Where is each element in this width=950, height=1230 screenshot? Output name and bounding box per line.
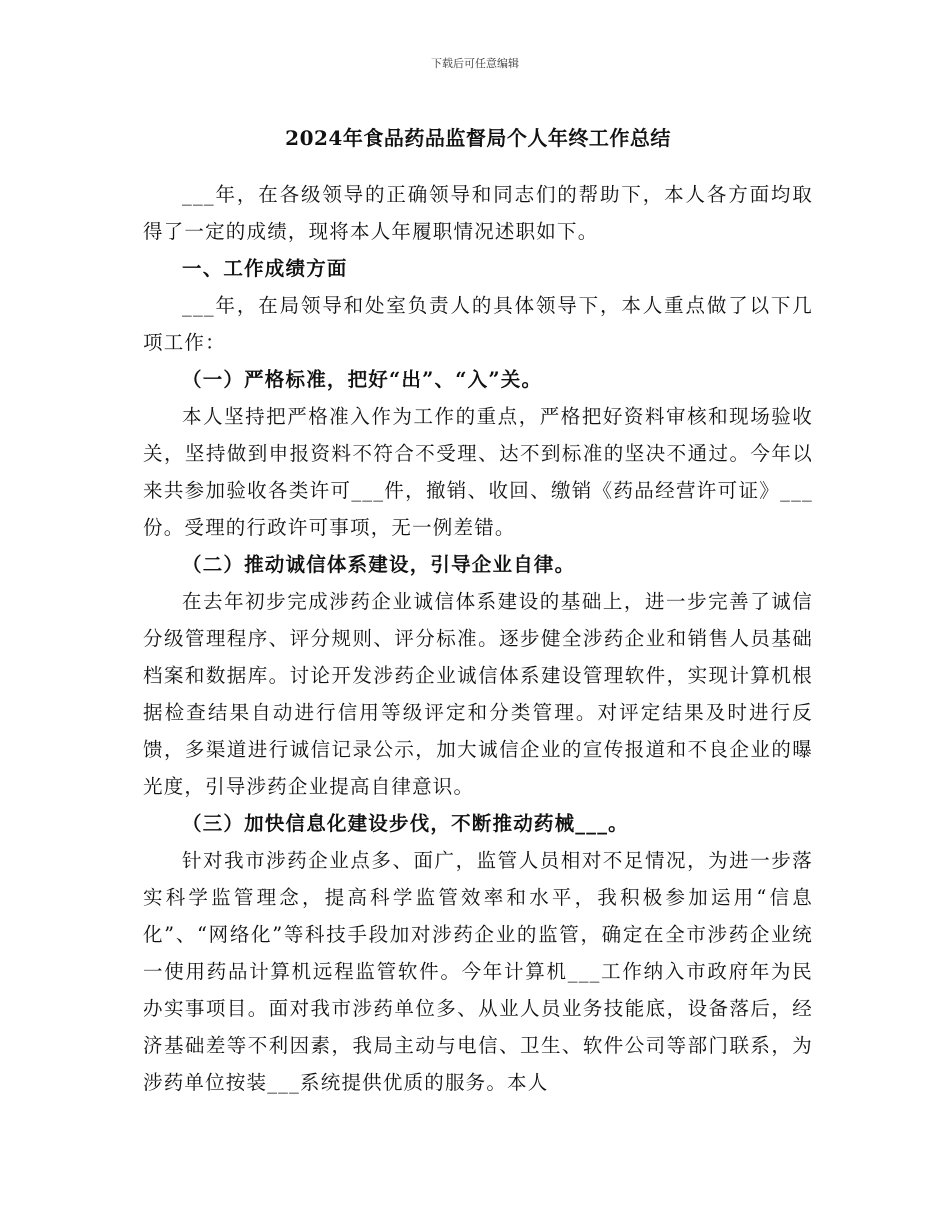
informatization-paragraph: 针对我市涉药企业点多、面广，监管人员相对不足情况，为进一步落实科学监管理念，提高科学监管效率和水平，我积极参加运用“信息化”、“网络化”等科技手段加对涉药企业的监管，确定在全市涉药企业统一使用药品计算机远程监管软件。今年计算机___工作纳入市政府年为民办实事项目。面对我市涉药单位多、从业人员业务技能底，设备落后，经济基础差等不利因素，我局主动与电信、卫生、软件公司等部门联系，为涉药单位按装___系统提供优质的服务。本人 [143, 849, 813, 1094]
document-body [143, 122, 813, 1101]
strict-standards-paragraph: 本人坚持把严格准入作为工作的重点，严格把好资料审核和现场验收关，坚持做到申报资料不符合不受理、达不到标准的坚决不通过。今年以来共参加验收各类许可___件，撤销、收回、缴销《药品经营许可证》___份。受理的行政许可事项，无一例差错。 [143, 405, 813, 539]
section-heading-work-achievements: 一、工作成绩方面 [182, 257, 348, 280]
header-note: 下载后可任意编辑 [431, 57, 519, 70]
credit-system-paragraph: 在去年初步完成涉药企业诚信体系建设的基础上，进一步完善了诚信分级管理程序、评分规则、评分标准。逐步健全涉药企业和销售人员基础档案和数据库。讨论开发涉药企业诚信体系建设管理软件，实现计算机根据检查结果自动进行信用等级评定和分类管理。对评定结果及时进行反馈，多渠道进行诚信记录公示，加大诚信企业的宣传报道和不良企业的曝光度，引导涉药企业提高自律意识。 [143, 590, 813, 798]
intro-paragraph: ___年，在各级领导的正确领导和同志们的帮助下，本人各方面均取得了一定的成绩，现将本人年履职情况述职如下。 [143, 183, 813, 243]
document-title: 2024年食品药品监督局个人年终工作总结 [285, 126, 671, 150]
subheading-informatization: （三）加快信息化建设步伐，不断推动药械___。 [182, 812, 629, 835]
subheading-strict-standards: （一）严格标准，把好“出”、“入”关。 [182, 368, 543, 391]
section-intro-paragraph: ___年，在局领导和处室负责人的具体领导下，本人重点做了以下几项工作： [143, 294, 813, 354]
subheading-credit-system: （二）推动诚信体系建设，引导企业自律。 [182, 553, 576, 576]
